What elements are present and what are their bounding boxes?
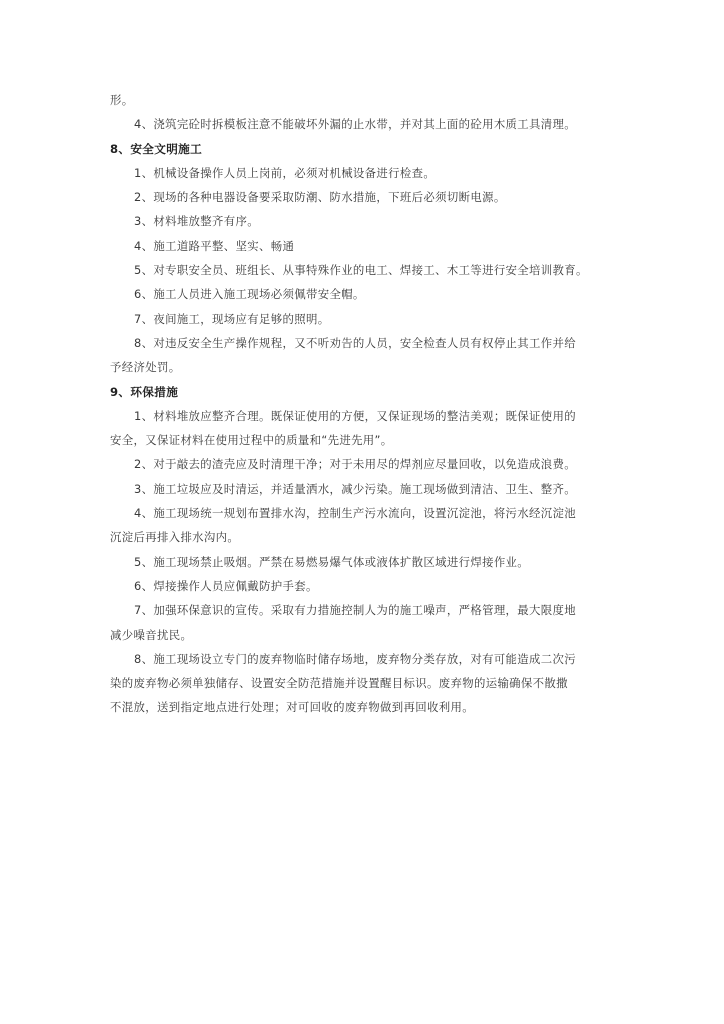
paragraph-line: 1、材料堆放应整齐合理。既保证使用的方便，又保证现场的整洁美观；既保证使用的 [134, 408, 577, 423]
section-heading: 8、安全文明施工 [110, 141, 203, 156]
paragraph-line: 2、现场的各种电器设备要采取防潮、防水措施，下班后必须切断电源。 [134, 190, 506, 205]
paragraph-line: 3、材料堆放整齐有序。 [134, 214, 260, 229]
paragraph-line: 4、浇筑完砼时拆模板注意不能破坏外漏的止水带，并对其上面的砼用木质工具清理。 [134, 117, 577, 132]
paragraph-continuation-line: 染的废弃物必须单独储存、设置安全防范措施并设置醒目标识。废弃物的运输确保不散撒 [110, 676, 568, 691]
paragraph-continuation-line: 不混放，送到指定地点进行处理；对可回收的废弃物做到再回收利用。 [110, 700, 474, 715]
section-heading: 9、环保措施 [110, 384, 179, 399]
paragraph-line: 3、施工垃圾应及时清运，并适量洒水，减少污染。施工现场做到清洁、卫生、整齐。 [134, 481, 577, 496]
paragraph-line: 4、施工现场统一规划布置排水沟，控制生产污水流向，设置沉淀池，将污水经沉淀池 [134, 506, 577, 521]
paragraph-line: 1、机械设备操作人员上岗前，必须对机械设备进行检查。 [134, 165, 436, 180]
paragraph-line: 8、施工现场设立专门的废弃物临时储存场地，废弃物分类存放，对有可能造成二次污 [134, 651, 577, 666]
paragraph-line: 7、夜间施工，现场应有足够的照明。 [134, 311, 330, 326]
paragraph-continuation-line: 予经济处罚。 [110, 360, 181, 375]
paragraph-continuation-line: 形。 [110, 93, 134, 107]
paragraph-line: 6、施工人员进入施工现场必须佩带安全帽。 [134, 287, 365, 302]
paragraph-line: 4、施工道路平整、坚实、畅通 [134, 238, 295, 253]
paragraph-continuation-line: 沉淀后再排入排水沟内。 [110, 530, 240, 545]
paragraph-line: 8、对违反安全生产操作规程，又不听劝告的人员，安全检查人员有权停止其工作并给 [134, 335, 577, 350]
paragraph-line: 6、焊接操作人员应佩戴防护手套。 [134, 578, 318, 593]
paragraph-line: 5、对专职安全员、班组长、从事特殊作业的电工、焊接工、木工等进行安全培训教育。 [134, 263, 588, 278]
paragraph-line: 7、加强环保意识的宣传。采取有力措施控制人为的施工噪声，严格管理，最大限度地 [134, 603, 577, 618]
document-body [110, 88, 614, 720]
paragraph-continuation-line: 减少噪音扰民。 [110, 627, 193, 642]
paragraph-line: 2、对于敲去的渣壳应及时清理干净；对于未用尽的焊剂应尽量回收，以免造成浪费。 [134, 457, 577, 472]
paragraph-line: 5、施工现场禁止吸烟。严禁在易燃易爆气体或液体扩散区域进行焊接作业。 [134, 554, 530, 569]
paragraph-continuation-line: 安全，又保证材料在使用过程中的质量和“先进先用”。 [110, 433, 393, 448]
